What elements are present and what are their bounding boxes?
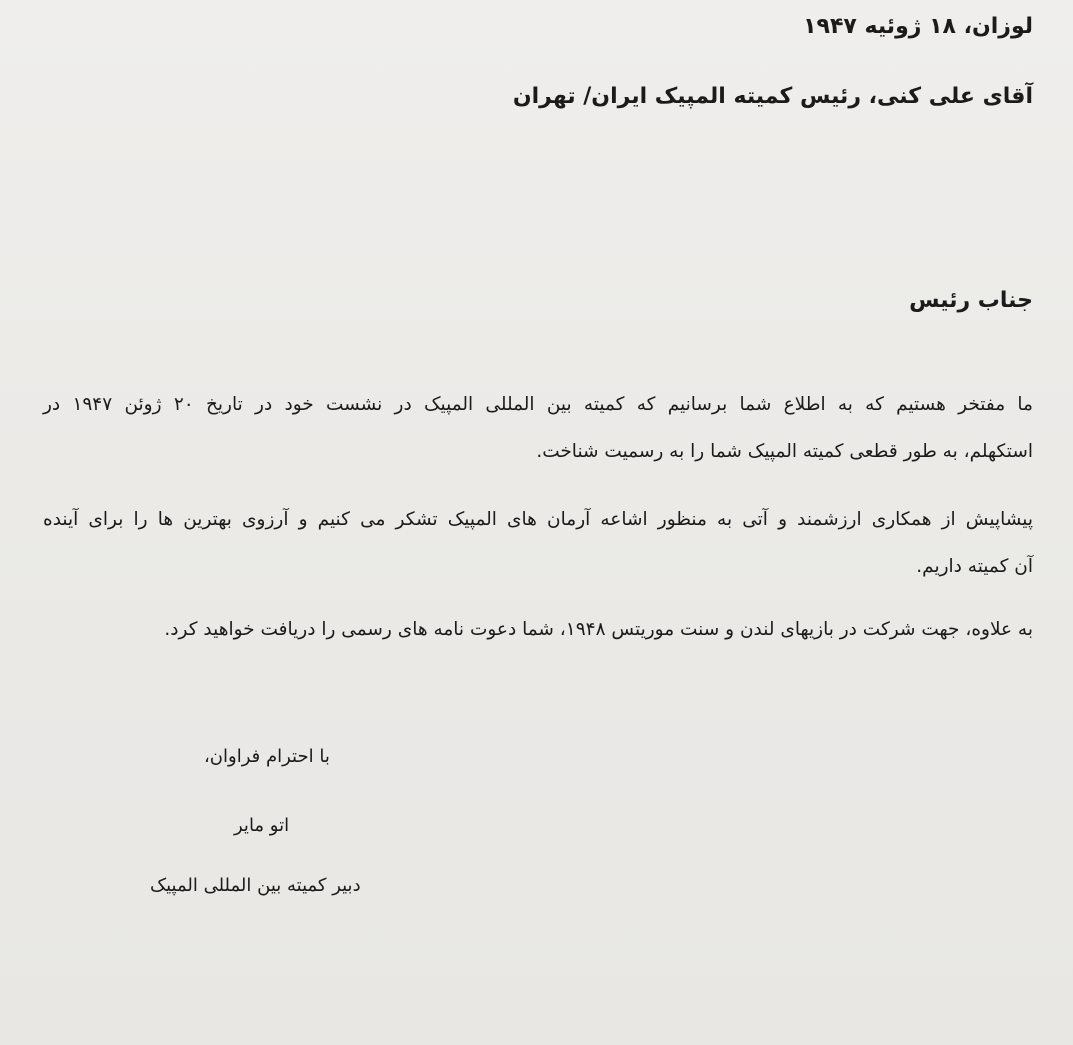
recipient-line: آقای علی کنی، رئیس کمیته المپیک ایران/ تهران [512, 84, 1033, 109]
salutation: جناب رئیس [909, 288, 1033, 313]
paragraph-2-line-2: آن کمیته داریم. [916, 556, 1033, 577]
closing-line: با احترام فراوان، [204, 746, 330, 767]
paragraph-1-line-1: ما مفتخر هستیم که به اطلاع شما برسانیم که کمیته بین المللی المپیک در نشست خود در تاریخ ۲۰ ژوئن ۱۹۴۷ در [43, 394, 1033, 415]
paragraph-3-line-1: به علاوه، جهت شرکت در بازیهای لندن و سنت موریتس ۱۹۴۸، شما دعوت نامه های رسمی را دریافت خواهید کرد. [164, 619, 1033, 640]
paragraph-2-line-1: پیشاپیش از همکاری ارزشمند و آتی به منظور اشاعه آرمان های المپیک تشکر می کنیم و آرزوی بهترین ها را برای آینده [43, 509, 1033, 530]
paragraph-1-line-2: استکهلم، به طور قطعی کمیته المپیک شما را به رسمیت شناخت. [536, 441, 1033, 462]
date-line: لوزان، ۱۸ ژوئیه ۱۹۴۷ [803, 14, 1033, 39]
signer-title: دبیر کمیته بین المللی المپیک [150, 875, 361, 896]
signer-name: اتو مایر [234, 815, 290, 836]
